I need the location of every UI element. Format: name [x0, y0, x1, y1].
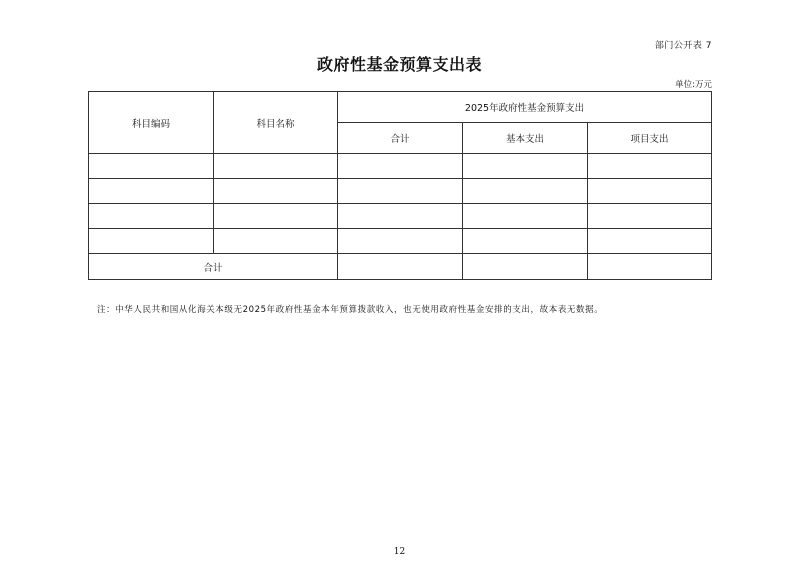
page-title: 政府性基金预算支出表 — [316, 55, 482, 74]
table-note: 注：中华人民共和国从化海关本级无2025年政府性基金本年预算拨款收入，也无使用政府性基金安排的支出，故本表无数据。 — [97, 305, 604, 315]
table-row — [89, 229, 712, 254]
table-cell — [214, 179, 338, 204]
table-cell — [338, 154, 463, 179]
table-cell — [588, 154, 712, 179]
table-cell — [463, 229, 588, 254]
total-row — [89, 254, 712, 280]
table-cell — [89, 204, 214, 229]
table-cell — [463, 154, 588, 179]
budget-table — [88, 91, 712, 280]
table-cell — [214, 204, 338, 229]
table-cell — [338, 179, 463, 204]
header-subject-name: 科目名称 — [214, 92, 338, 154]
header-basic-expenditure: 基本支出 — [463, 123, 588, 154]
table-cell — [463, 254, 588, 280]
total-row-label: 合计 — [89, 254, 338, 280]
table-cell — [89, 179, 214, 204]
header-expenditure-group: 2025年政府性基金预算支出 — [338, 92, 712, 123]
table-cell — [338, 204, 463, 229]
header-project-expenditure: 项目支出 — [588, 123, 712, 154]
table-cell — [463, 204, 588, 229]
table-cell — [588, 204, 712, 229]
table-cell — [588, 179, 712, 204]
table-number: 部门公开表 7 — [654, 41, 712, 51]
page-number: 12 — [393, 547, 406, 557]
table-cell — [89, 229, 214, 254]
table-row — [89, 179, 712, 204]
table-cell — [588, 229, 712, 254]
unit-label: 单位:万元 — [675, 80, 712, 90]
table-cell — [588, 254, 712, 280]
table-row — [89, 154, 712, 179]
table-cell — [214, 229, 338, 254]
header-total: 合计 — [338, 123, 463, 154]
table-header-row — [89, 92, 712, 123]
table-cell — [338, 254, 463, 280]
table-cell — [89, 154, 214, 179]
header-subject-code: 科目编码 — [89, 92, 214, 154]
table-cell — [214, 154, 338, 179]
table-row — [89, 204, 712, 229]
table-cell — [463, 179, 588, 204]
table-cell — [338, 229, 463, 254]
